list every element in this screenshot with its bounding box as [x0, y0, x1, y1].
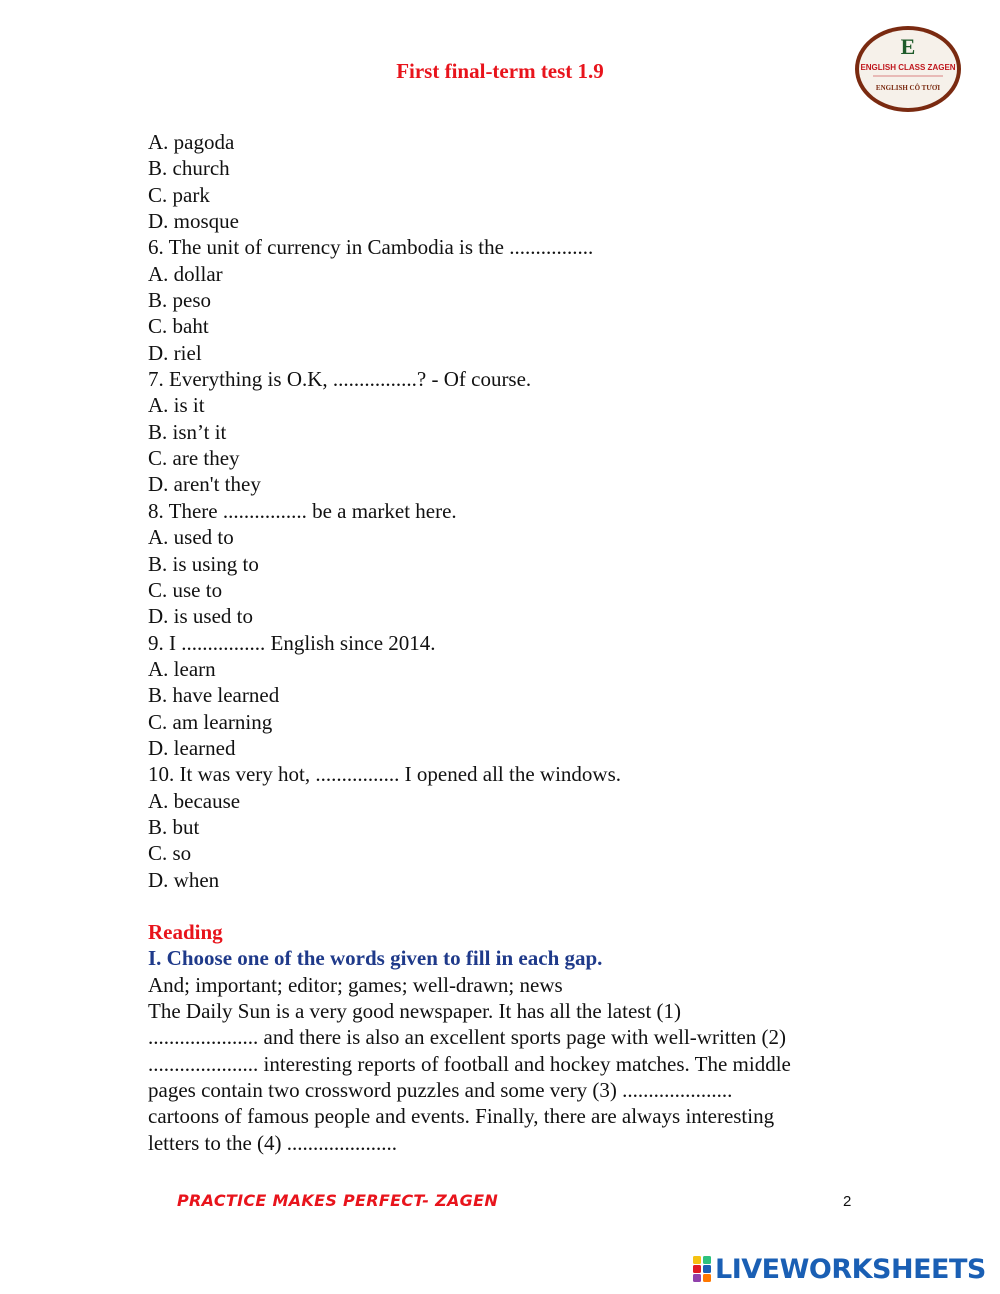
- option-b-church: B. church: [148, 156, 230, 181]
- passage-line-2: ..................... and there is also an excellent sports page with well-written (2): [148, 1025, 786, 1050]
- section-spacer: [148, 893, 868, 919]
- q7-option-c: C. are they: [148, 446, 240, 471]
- school-logo-graphic: [853, 24, 963, 114]
- q10-option-a: A. because: [148, 788, 241, 813]
- reading-task-title: I. Choose one of the words given to fill in each gap.: [148, 946, 603, 971]
- q6-option-c: C. baht: [148, 314, 209, 339]
- svg-text:ENGLISH CÔ TƯƠI: ENGLISH CÔ TƯƠI: [875, 84, 941, 92]
- word-bank: And; important; editor; games; well-drawn; news: [148, 972, 563, 997]
- svg-text:E: E: [900, 34, 916, 59]
- q6-option-b: B. peso: [148, 288, 211, 313]
- question-9: 9. I ................ English since 2014.: [148, 630, 436, 655]
- liveworksheets-icon: [692, 1255, 712, 1283]
- worksheet-body: [148, 129, 868, 1156]
- option-d-mosque: D. mosque: [148, 209, 239, 234]
- q7-option-d: D. aren't they: [148, 472, 261, 497]
- passage-line-6: letters to the (4) .....................: [148, 1130, 398, 1155]
- q6-option-a: A. dollar: [148, 261, 223, 286]
- passage-line-1: The Daily Sun is a very good newspaper. It has all the latest (1): [148, 999, 682, 1023]
- question-7: 7. Everything is O.K, ................? - Of course.: [148, 367, 532, 392]
- svg-text:ENGLISH CLASS ZAGEN: ENGLISH CLASS ZAGEN: [860, 63, 956, 72]
- q7-option-a: A. is it: [148, 393, 205, 418]
- reading-section-title: Reading: [148, 919, 223, 944]
- question-6: 6. The unit of currency in Cambodia is the ................: [148, 235, 594, 260]
- q10-option-c: C. so: [148, 841, 192, 866]
- option-c-park: C. park: [148, 182, 210, 207]
- liveworksheets-brand: LIVEWORKSHEETS: [715, 1253, 986, 1285]
- q10-option-d: D. when: [148, 867, 220, 892]
- passage-line-5: cartoons of famous people and events. Finally, there are always interesting: [148, 1104, 775, 1129]
- q9-option-d: D. learned: [148, 735, 236, 760]
- question-10: 10. It was very hot, ................ I opened all the windows.: [148, 762, 622, 787]
- q9-option-a: A. learn: [148, 656, 216, 681]
- q7-option-b: B. isn’t it: [148, 419, 227, 444]
- option-a-pagoda: A. pagoda: [148, 130, 235, 154]
- q6-option-d: D. riel: [148, 340, 202, 365]
- passage-line-3: ..................... interesting reports of football and hockey matches. The middle: [148, 1051, 791, 1076]
- q8-option-b: B. is using to: [148, 551, 259, 576]
- passage-line-4: pages contain two crossword puzzles and some very (3) .....................: [148, 1078, 733, 1103]
- q8-option-a: A. used to: [148, 525, 234, 550]
- q8-option-d: D. is used to: [148, 604, 253, 629]
- q10-option-b: B. but: [148, 814, 200, 839]
- q9-option-c: C. am learning: [148, 709, 273, 734]
- page-number: 2: [843, 1193, 852, 1210]
- question-8: 8. There ................ be a market here.: [148, 498, 457, 523]
- page-title: First final-term test 1.9: [396, 59, 604, 83]
- q8-option-c: C. use to: [148, 577, 223, 602]
- footer-motto: PRACTICE MAKES PERFECT- ZAGEN: [177, 1191, 499, 1210]
- q9-option-b: B. have learned: [148, 683, 280, 708]
- school-logo: [853, 24, 963, 114]
- liveworksheets-watermark: [692, 1253, 986, 1285]
